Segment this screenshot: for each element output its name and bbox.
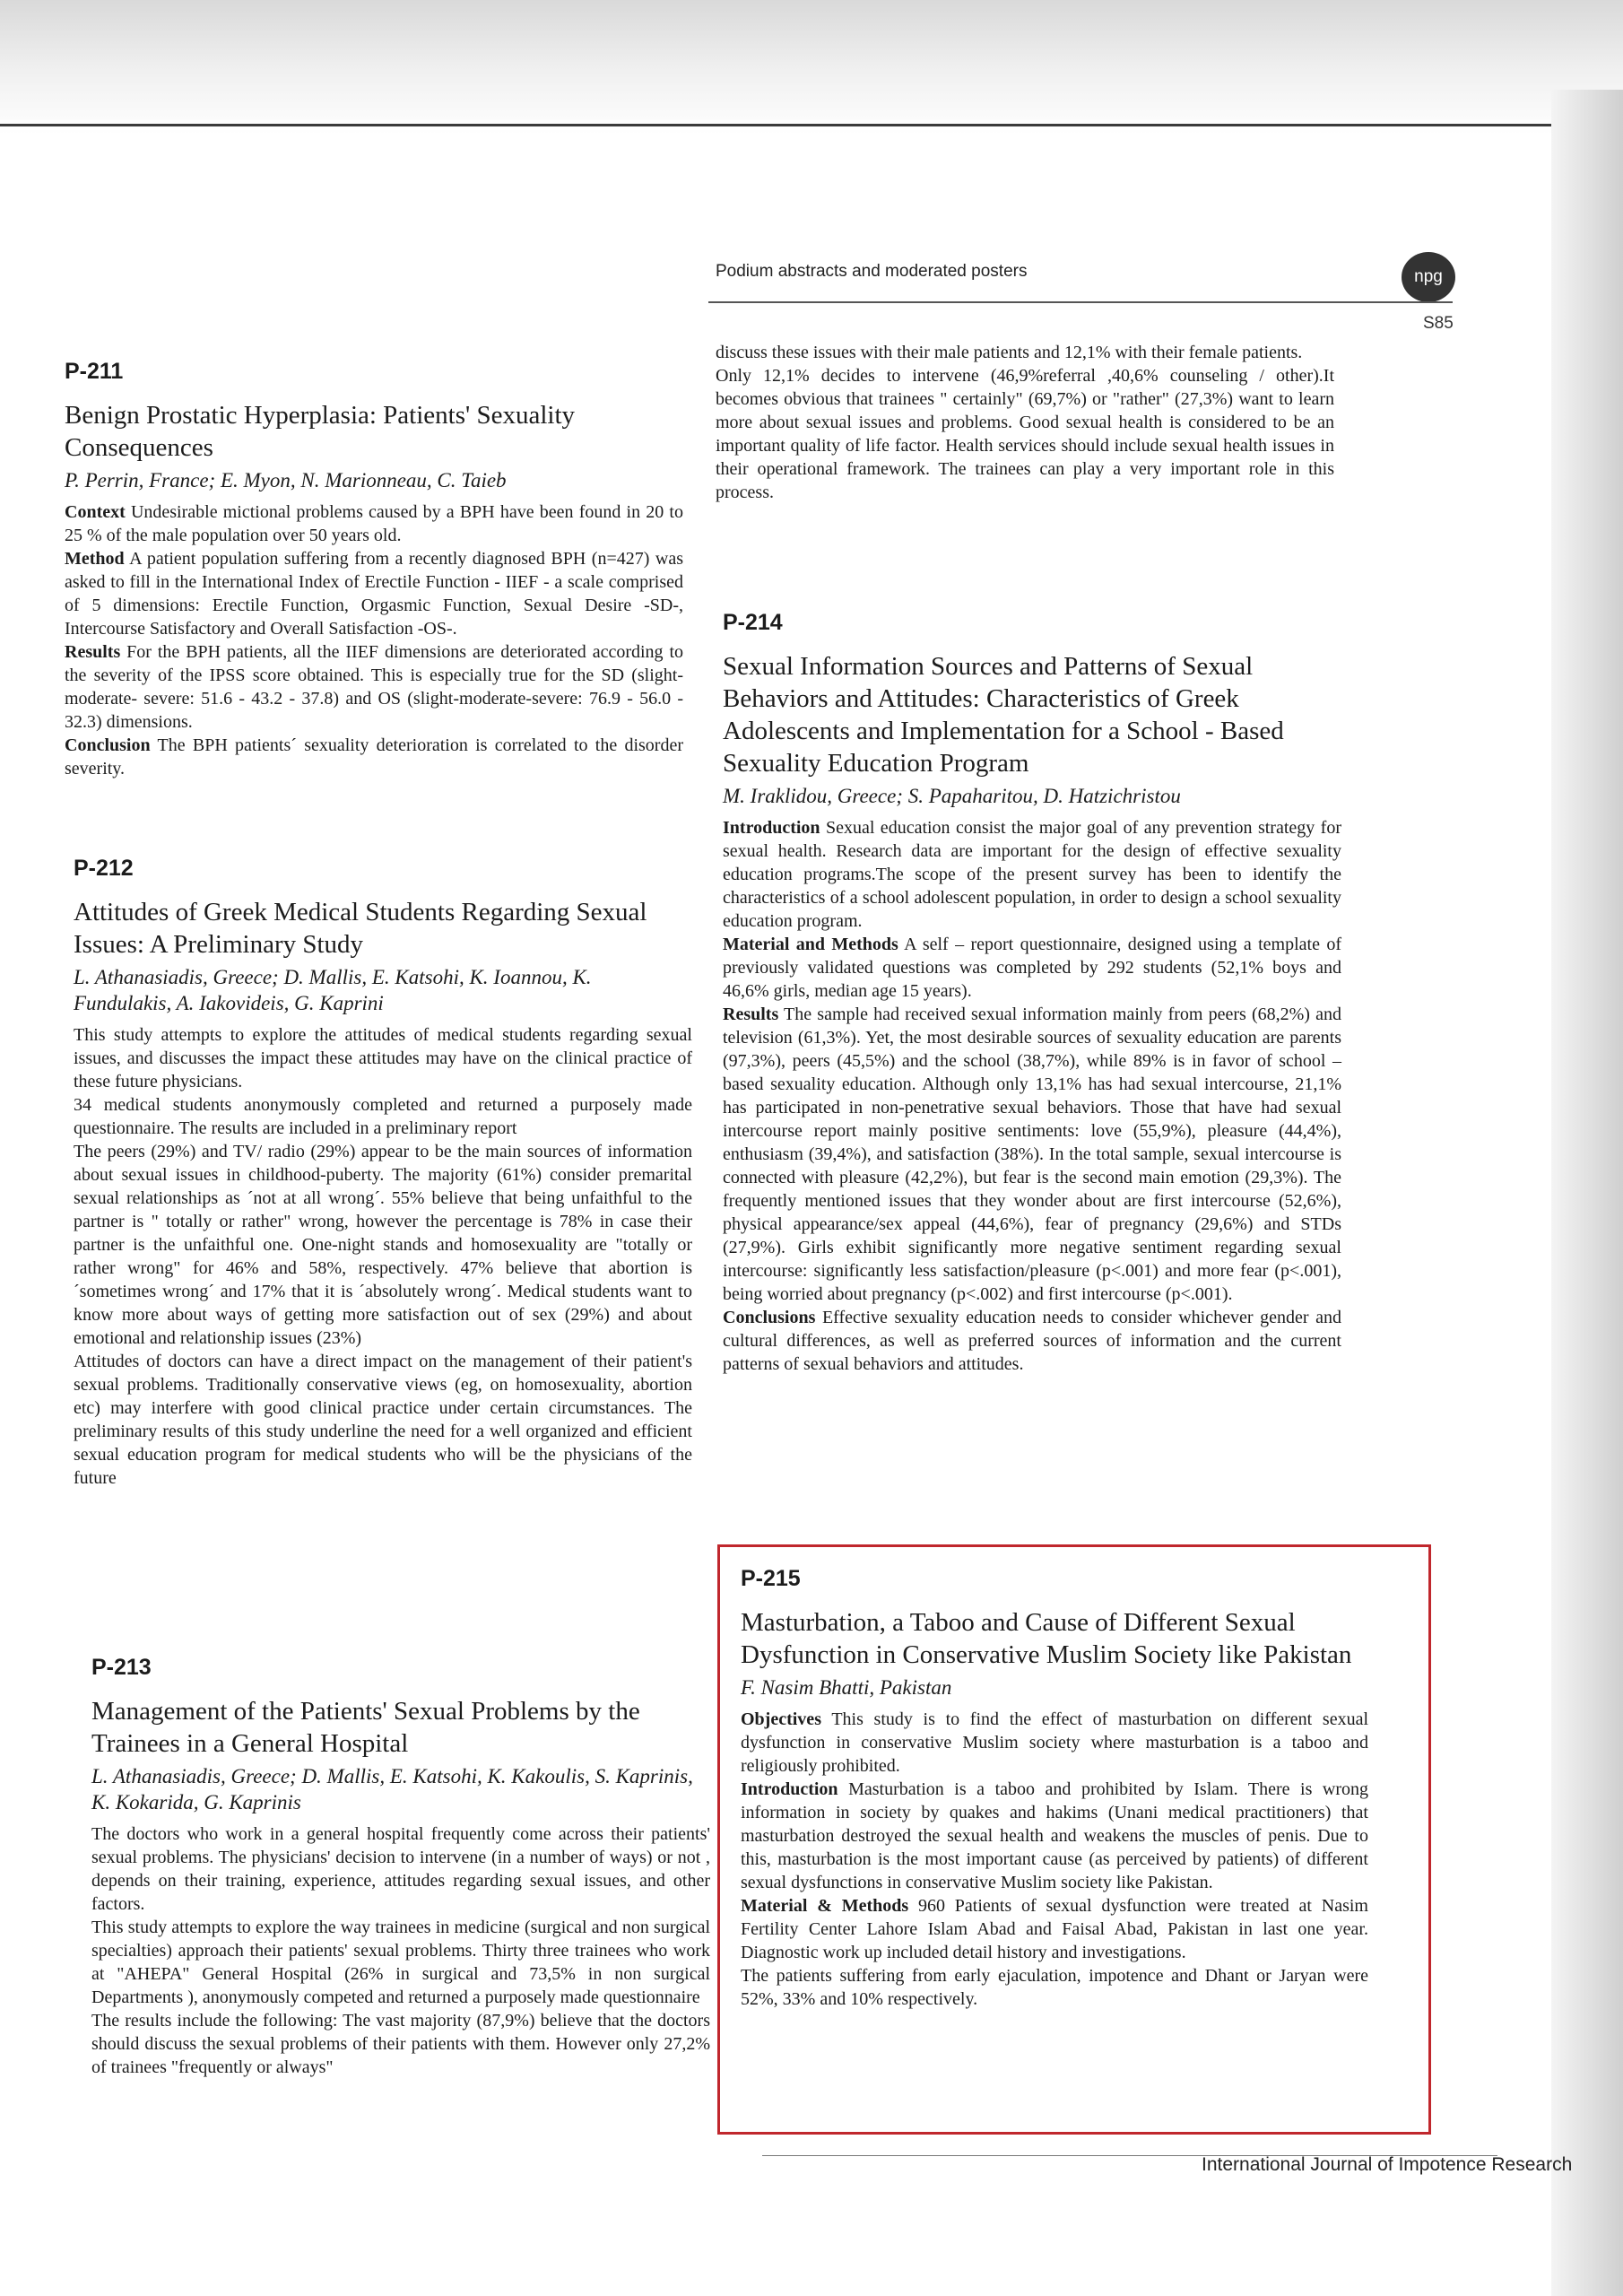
abstract-authors: M. Iraklidou, Greece; S. Papaharitou, D. Hatzichristou xyxy=(723,785,1181,807)
paragraph: The doctors who work in a general hospital frequently come across their patients' sexual problems. The physicians' decision to intervene (in a number of ways) or not , depends on their training, experience, attitudes regarding sexual issues, and other factors. xyxy=(91,1824,710,1914)
section-label: Results xyxy=(65,642,121,662)
abstract-title: Benign Prostatic Hyperplasia: Patients' Sexuality Consequences xyxy=(65,401,576,462)
section-label: Introduction xyxy=(723,818,820,838)
paragraph: This study attempts to explore the attitudes of medical students regarding sexual issues, and discusses the impact these attitudes may have on the clinical practice of these future physicians. xyxy=(74,1025,692,1091)
abstract-title: Sexual Information Sources and Patterns of Sexual Behaviors and Attitudes: Characteristics of Greek Adolescents and Implementation for a School - Based Sexuality Education Program xyxy=(723,652,1284,778)
abstract-p213 xyxy=(91,1655,710,2079)
abstract-authors: P. Perrin, France; E. Myon, N. Marionneau, C. Taieb xyxy=(65,469,507,491)
paragraph: The results include the following: The vast majority (87,9%) believe that the doctors should discuss the sexual problems of their patients with them. However only 27,2% of trainees "frequently or always" xyxy=(91,2011,710,2077)
abstract-body xyxy=(65,500,683,780)
section-text: Masturbation is a taboo and prohibited by Islam. There is wrong information in society by quakes and hakims (Unani medical practitioners) that masturbation destroyed the sexual health and weakens the muscles of penis. Due to this, masturbation is the most important cause (as perceived by patients) of different sexual dysfunctions in conservative Muslim society like Pakistan. xyxy=(741,1779,1369,1892)
section-text: The BPH patients´ sexuality deterioration is correlated to the disorder severity. xyxy=(65,735,684,778)
paragraph: This study attempts to explore the way trainees in medicine (surgical and non surgical specialties) approach their patients' sexual problems. Thirty three trainees who work at "AHEPA" General Hospital (26% in surgical and 73,5% in non surgical Departments ), anonymously competed and returned a purposely made questionnaire xyxy=(91,1918,710,2007)
abstract-number: P-212 xyxy=(74,856,134,881)
abstract-authors: L. Athanasiadis, Greece; D. Mallis, E. Katsohi, K. Kakoulis, S. Kaprinis, K. Kokarida, G. Kaprinis xyxy=(91,1765,693,1813)
abstract-p211 xyxy=(65,359,683,780)
abstract-p213-continued xyxy=(716,341,1334,504)
section-label: Conclusions xyxy=(723,1308,816,1327)
section-text: A self – report questionnaire, designed using a template of previously validated questions was completed by 292 students (52,1% boys and 46,6% girls, median age 15 years). xyxy=(723,935,1342,1001)
section-text: This study is to find the effect of masturbation on different sexual dysfunction in conservative Muslim society where masturbation is a taboo and religiously prohibited. xyxy=(741,1709,1368,1776)
npg-logo: npg xyxy=(1402,252,1455,302)
abstract-p214 xyxy=(723,610,1341,1376)
section-label: Material and Methods xyxy=(723,935,898,954)
section-text: Sexual education consist the major goal of any prevention strategy for sexual health. Research data are important for the design of effective sexuality education programs.The scope of the present survey has been to identify the characteristics of a school adolescent population, in order to design a school sexuality education program. xyxy=(723,818,1342,931)
abstract-title: Attitudes of Greek Medical Students Regarding Sexual Issues: A Preliminary Study xyxy=(74,898,647,959)
abstract-number: P-214 xyxy=(723,610,783,635)
scan-shadow xyxy=(0,0,1623,135)
abstract-body xyxy=(74,1023,692,1490)
section-text: 960 Patients of sexual dysfunction were treated at Nasim Fertility Center Lahore Islam Abad and Faisal Abad, Pakistan in last one year. Diagnostic work up included detail history and investigations. xyxy=(741,1896,1368,1962)
paragraph: Only 12,1% decides to intervene (46,9%referral ,40,6% counseling / other).It becomes obvious that trainees " certainly" (69,7%) or "rather" (27,3%) want to learn more about sexual issues and problems. Good sexual health is considered to be an important quality of life factor. Health services should include sexual health issues in their operational framework. The trainees can play a very important role in this process. xyxy=(716,366,1334,502)
abstract-authors: L. Athanasiadis, Greece; D. Mallis, E. Katsohi, K. Ioannou, K. Fundulakis, A. Iakovideis, G. Kaprini xyxy=(74,966,592,1014)
section-label: Introduction xyxy=(741,1779,838,1799)
abstract-title: Masturbation, a Taboo and Cause of Different Sexual Dysfunction in Conservative Muslim Society like Pakistan xyxy=(741,1608,1352,1669)
paragraph: discuss these issues with their male patients and 12,1% with their female patients. xyxy=(716,343,1303,362)
abstract-body xyxy=(91,1822,710,2079)
section-label: Method xyxy=(65,549,125,569)
abstract-body xyxy=(723,816,1341,1376)
paragraph: The patients suffering from early ejaculation, impotence and Dhant or Jaryan were 52%, 33% and 10% respectively. xyxy=(741,1966,1368,2009)
page-edge xyxy=(0,124,1578,126)
abstract-p212 xyxy=(74,856,692,1490)
section-label: Conclusion xyxy=(65,735,151,755)
section-text: A patient population suffering from a recently diagnosed BPH (n=427) was asked to fill in the International Index of Erectile Function - IIEF - a scale comprised of 5 dimensions: Erectile Function, Orgasmic Function, Sexual Desire -SD-, Intercourse Satisfactory and Overall Satisfaction -OS-. xyxy=(65,549,683,639)
paragraph: 34 medical students anonymously completed and returned a purposely made questionnaire. The results are included in a preliminary report xyxy=(74,1095,692,1138)
abstract-title: Management of the Patients' Sexual Problems by the Trainees in a General Hospital xyxy=(91,1697,640,1758)
abstract-p215 xyxy=(741,1566,1368,2011)
abstract-number: P-213 xyxy=(91,1655,152,1680)
paragraph: Attitudes of doctors can have a direct impact on the management of their patient's sexual problems. Traditionally conservative views (eg, on homosexuality, abortion etc) may interfere with good clinical practice under certain circumstances. The preliminary results of this study underline the need for a well organized and efficient sexual education program for medical students who will be the physicians of the future xyxy=(74,1352,692,1488)
header-rule xyxy=(708,301,1453,303)
journal-footer: International Journal of Impotence Research xyxy=(1202,2154,1573,2175)
section-text: Effective sexuality education needs to consider whichever gender and cultural differences, as well as preferred sources of information and the current patterns of sexual behaviors and attitudes. xyxy=(723,1308,1341,1374)
section-label: Objectives xyxy=(741,1709,821,1729)
section-text: For the BPH patients, all the IIEF dimensions are deteriorated according to the severity of the IPSS score obtained. This is especially true for the SD (slight-moderate- severe: 51.6 - 43.2 - 37.8) and OS (slight-moderate-severe: 76.9 - 56.0 - 32.3) dimensions. xyxy=(65,642,684,732)
abstract-number: P-215 xyxy=(741,1566,801,1591)
section-text: Undesirable mictional problems caused by a BPH have been found in 20 to 25 % of the male population over 50 years old. xyxy=(65,502,683,545)
abstract-body xyxy=(741,1708,1368,2011)
abstract-number: P-211 xyxy=(65,359,124,384)
section-label: Results xyxy=(723,1004,779,1024)
page-number: S85 xyxy=(1423,314,1454,333)
section-label: Material & Methods xyxy=(741,1896,909,1916)
running-head: Podium abstracts and moderated posters xyxy=(716,262,1028,281)
abstract-authors: F. Nasim Bhatti, Pakistan xyxy=(741,1676,952,1699)
paragraph: The peers (29%) and TV/ radio (29%) appear to be the main sources of information about sexual issues in childhood-puberty. The majority (61%) consider premarital sexual relationships as ´not at all wrong´. 55% believe that being unfaithful to the partner is " totally or rather" wrong, however the percentage is 78% in case their partner is the unfaithful one. One-night stands and homosexuality are "totally or rather wrong" for 46% and 58%, respectively. 47% believe that abortion is ´sometimes wrong´ and 17% that it is ´absolutely wrong´. Medical students want to know more about ways of getting more satisfaction out of sex (29%) and about emotional and relationship issues (23%) xyxy=(74,1142,692,1348)
section-text: The sample had received sexual information mainly from peers (68,2%) and television (61,3%). Yet, the most desirable sources of sexuality education are parents (97,3%), peers (45,5%) and the school (38,7%), while 89% is in favor of school – based sexuality education. Although only 13,1% has had sexual intercourse, 21,1% has participated in non-penetrative sexual behaviors. Those that have had sexual intercourse report mainly positive sentiments: love (55,9%), pleasure (44,4%), enthusiasm (39,4%), and satisfaction (38%). In the total sample, sexual intercourse is connected with pleasure (42,2%), but fear is the second main emotion (29,3%). The frequently mentioned issues that they wonder about are first intercourse (52,6%), physical appearance/sex appeal (44,6%), fear of pregnancy (29,6%) and STDs (27,9%). Girls exhibit significantly more negative sentiment regarding sexual intercourse: significantly less satisfaction/pleasure (p<.001) and more fear (p<.001), being worried about pregnancy (p<.002) and first intercourse (p<.001). xyxy=(723,1004,1342,1304)
section-label: Context xyxy=(65,502,126,522)
adjacent-page-edge xyxy=(1551,90,1623,2296)
